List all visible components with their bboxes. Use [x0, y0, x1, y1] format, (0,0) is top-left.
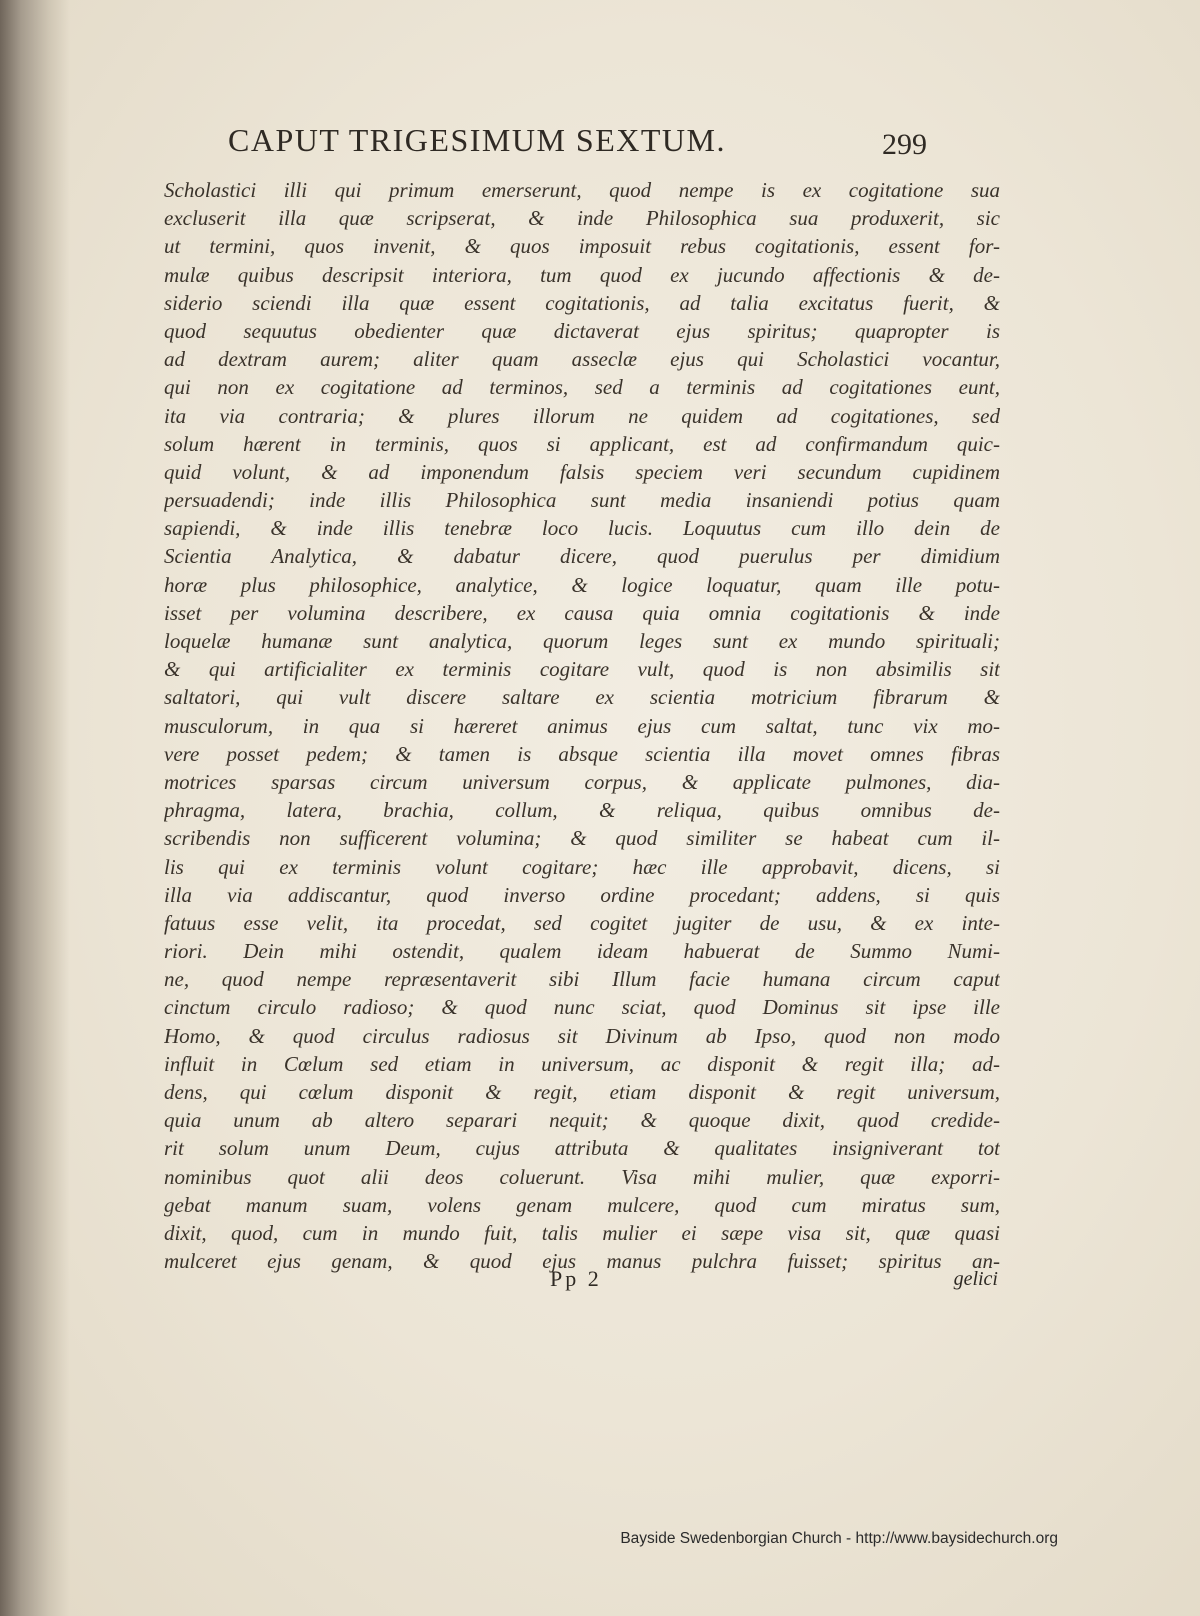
text-line: dixit, quod, cum in mundo fuit, talis mulier ei sæpe visa sit, quæ quasi — [164, 1220, 1000, 1245]
text-line: persuadendi; inde illis Philosophica sunt media insaniendi potius quam — [164, 488, 1000, 513]
page-header — [228, 122, 988, 172]
text-line: lis qui ex terminis volunt cogitare; hæc ille approbavit, dicens, si — [164, 854, 1000, 879]
text-line: illa via addiscantur, quod inverso ordine procedant; addens, si quis — [164, 882, 1000, 907]
text-line: ita via contraria; & plures illorum ne quidem ad cogitationes, sed — [164, 403, 1000, 428]
text-line: nominibus quot alii deos coluerunt. Visa mihi mulier, quæ exporri- — [164, 1164, 1000, 1189]
text-line: fatuus esse velit, ita procedat, sed cogitet jugiter de usu, & ex inte- — [164, 910, 1000, 935]
text-line: rit solum unum Deum, cujus attributa & qualitates insigniverant tot — [164, 1136, 1000, 1161]
catchword: gelici — [953, 1268, 998, 1290]
text-line: loquelæ humanæ sunt analytica, quorum leges sunt ex mundo spirituali; — [164, 629, 1000, 653]
text-line: quid volunt, & ad imponendum falsis speciem veri secundum cupidinem — [164, 459, 1000, 484]
text-line: excluserit illa quæ scripserat, & inde Philosophica sua produxerit, sic — [164, 206, 1000, 231]
text-line: solum hærent in terminis, quos si applicant, est ad confirmandum quic- — [164, 431, 1000, 456]
text-line: scribendis non sufficerent volumina; & quod similiter se habeat cum il- — [164, 826, 1000, 851]
text-line: riori. Dein mihi ostendit, qualem ideam habuerat de Summo Numi- — [164, 939, 1000, 964]
text-line: saltatori, qui vult discere saltare ex scientia motricium fibrarum & — [164, 685, 1000, 710]
page-footer — [164, 1266, 1000, 1298]
text-line: Homo, & quod circulus radiosus sit Divinum ab Ipso, quod non modo — [164, 1023, 1000, 1048]
signature-mark: Pp 2 — [550, 1266, 602, 1291]
text-line: ad dextram aurem; aliter quam asseclæ ejus qui Scholastici vocantur, — [164, 347, 1000, 372]
running-head: CAPUT TRIGESIMUM SEXTUM. — [228, 122, 726, 158]
text-line: & qui artificialiter ex terminis cogitare vult, quod is non absimilis sit — [164, 657, 1000, 682]
text-line: influit in Cœlum sed etiam in universum, ac disponit & regit illa; ad- — [164, 1051, 1000, 1076]
text-line: quod sequutus obedienter quæ dictaverat ejus spiritus; quapropter is — [164, 318, 1000, 343]
text-line: siderio sciendi illa quæ essent cogitationis, ad talia excitatus fuerit, & — [164, 290, 1000, 315]
text-line: mulæ quibus descripsit interiora, tum quod ex jucundo affectionis & de- — [164, 262, 1000, 287]
text-line: ne, quod nempe repræsentaverit sibi Illum facie humana circum caput — [164, 967, 1000, 992]
text-line: quia unum ab altero separari nequit; & quoque dixit, quod credide- — [164, 1108, 1000, 1133]
text-line: qui non ex cogitatione ad terminos, sed a terminis ad cogitationes eunt, — [164, 375, 1000, 400]
body-text — [164, 176, 1000, 1275]
text-line: musculorum, in qua si hæreret animus ejus cum saltat, tunc vix mo- — [164, 713, 1000, 738]
text-line: gebat manum suam, volens genam mulcere, quod cum miratus sum, — [164, 1192, 1000, 1217]
text-line: mulceret ejus genam, & quod ejus manus pulchra fuisset; spiritus an- — [164, 1249, 1000, 1274]
text-line: dens, qui cœlum disponit & regit, etiam disponit & regit universum, — [164, 1080, 1000, 1104]
binding-shadow — [0, 0, 70, 1616]
text-line: ut termini, quos invenit, & quos imposuit rebus cogitationis, essent for- — [164, 234, 1000, 259]
text-line: horæ plus philosophice, analytice, & logice loquatur, quam ille potu- — [164, 572, 1000, 597]
watermark-credit: Bayside Swedenborgian Church - http://www.baysidechurch.org — [620, 1530, 1058, 1547]
page-number: 299 — [882, 128, 927, 161]
text-line: phragma, latera, brachia, collum, & reliqua, quibus omnibus de- — [164, 798, 1000, 823]
text-line: vere posset pedem; & tamen is absque scientia illa movet omnes fibras — [164, 741, 1000, 766]
text-line: cinctum circulo radioso; & quod nunc sciat, quod Dominus sit ipse ille — [164, 995, 1000, 1020]
text-line: motrices sparsas circum universum corpus, & applicate pulmones, dia- — [164, 769, 1000, 794]
text-line: Scientia Analytica, & dabatur dicere, quod puerulus per dimidium — [164, 544, 1000, 569]
text-line: sapiendi, & inde illis tenebræ loco lucis. Loquutus cum illo dein de — [164, 516, 1000, 541]
text-line: isset per volumina describere, ex causa quia omnia cogitationis & inde — [164, 600, 1000, 625]
text-line: Scholastici illi qui primum emerserunt, quod nempe is ex cogitatione sua — [164, 178, 1000, 202]
